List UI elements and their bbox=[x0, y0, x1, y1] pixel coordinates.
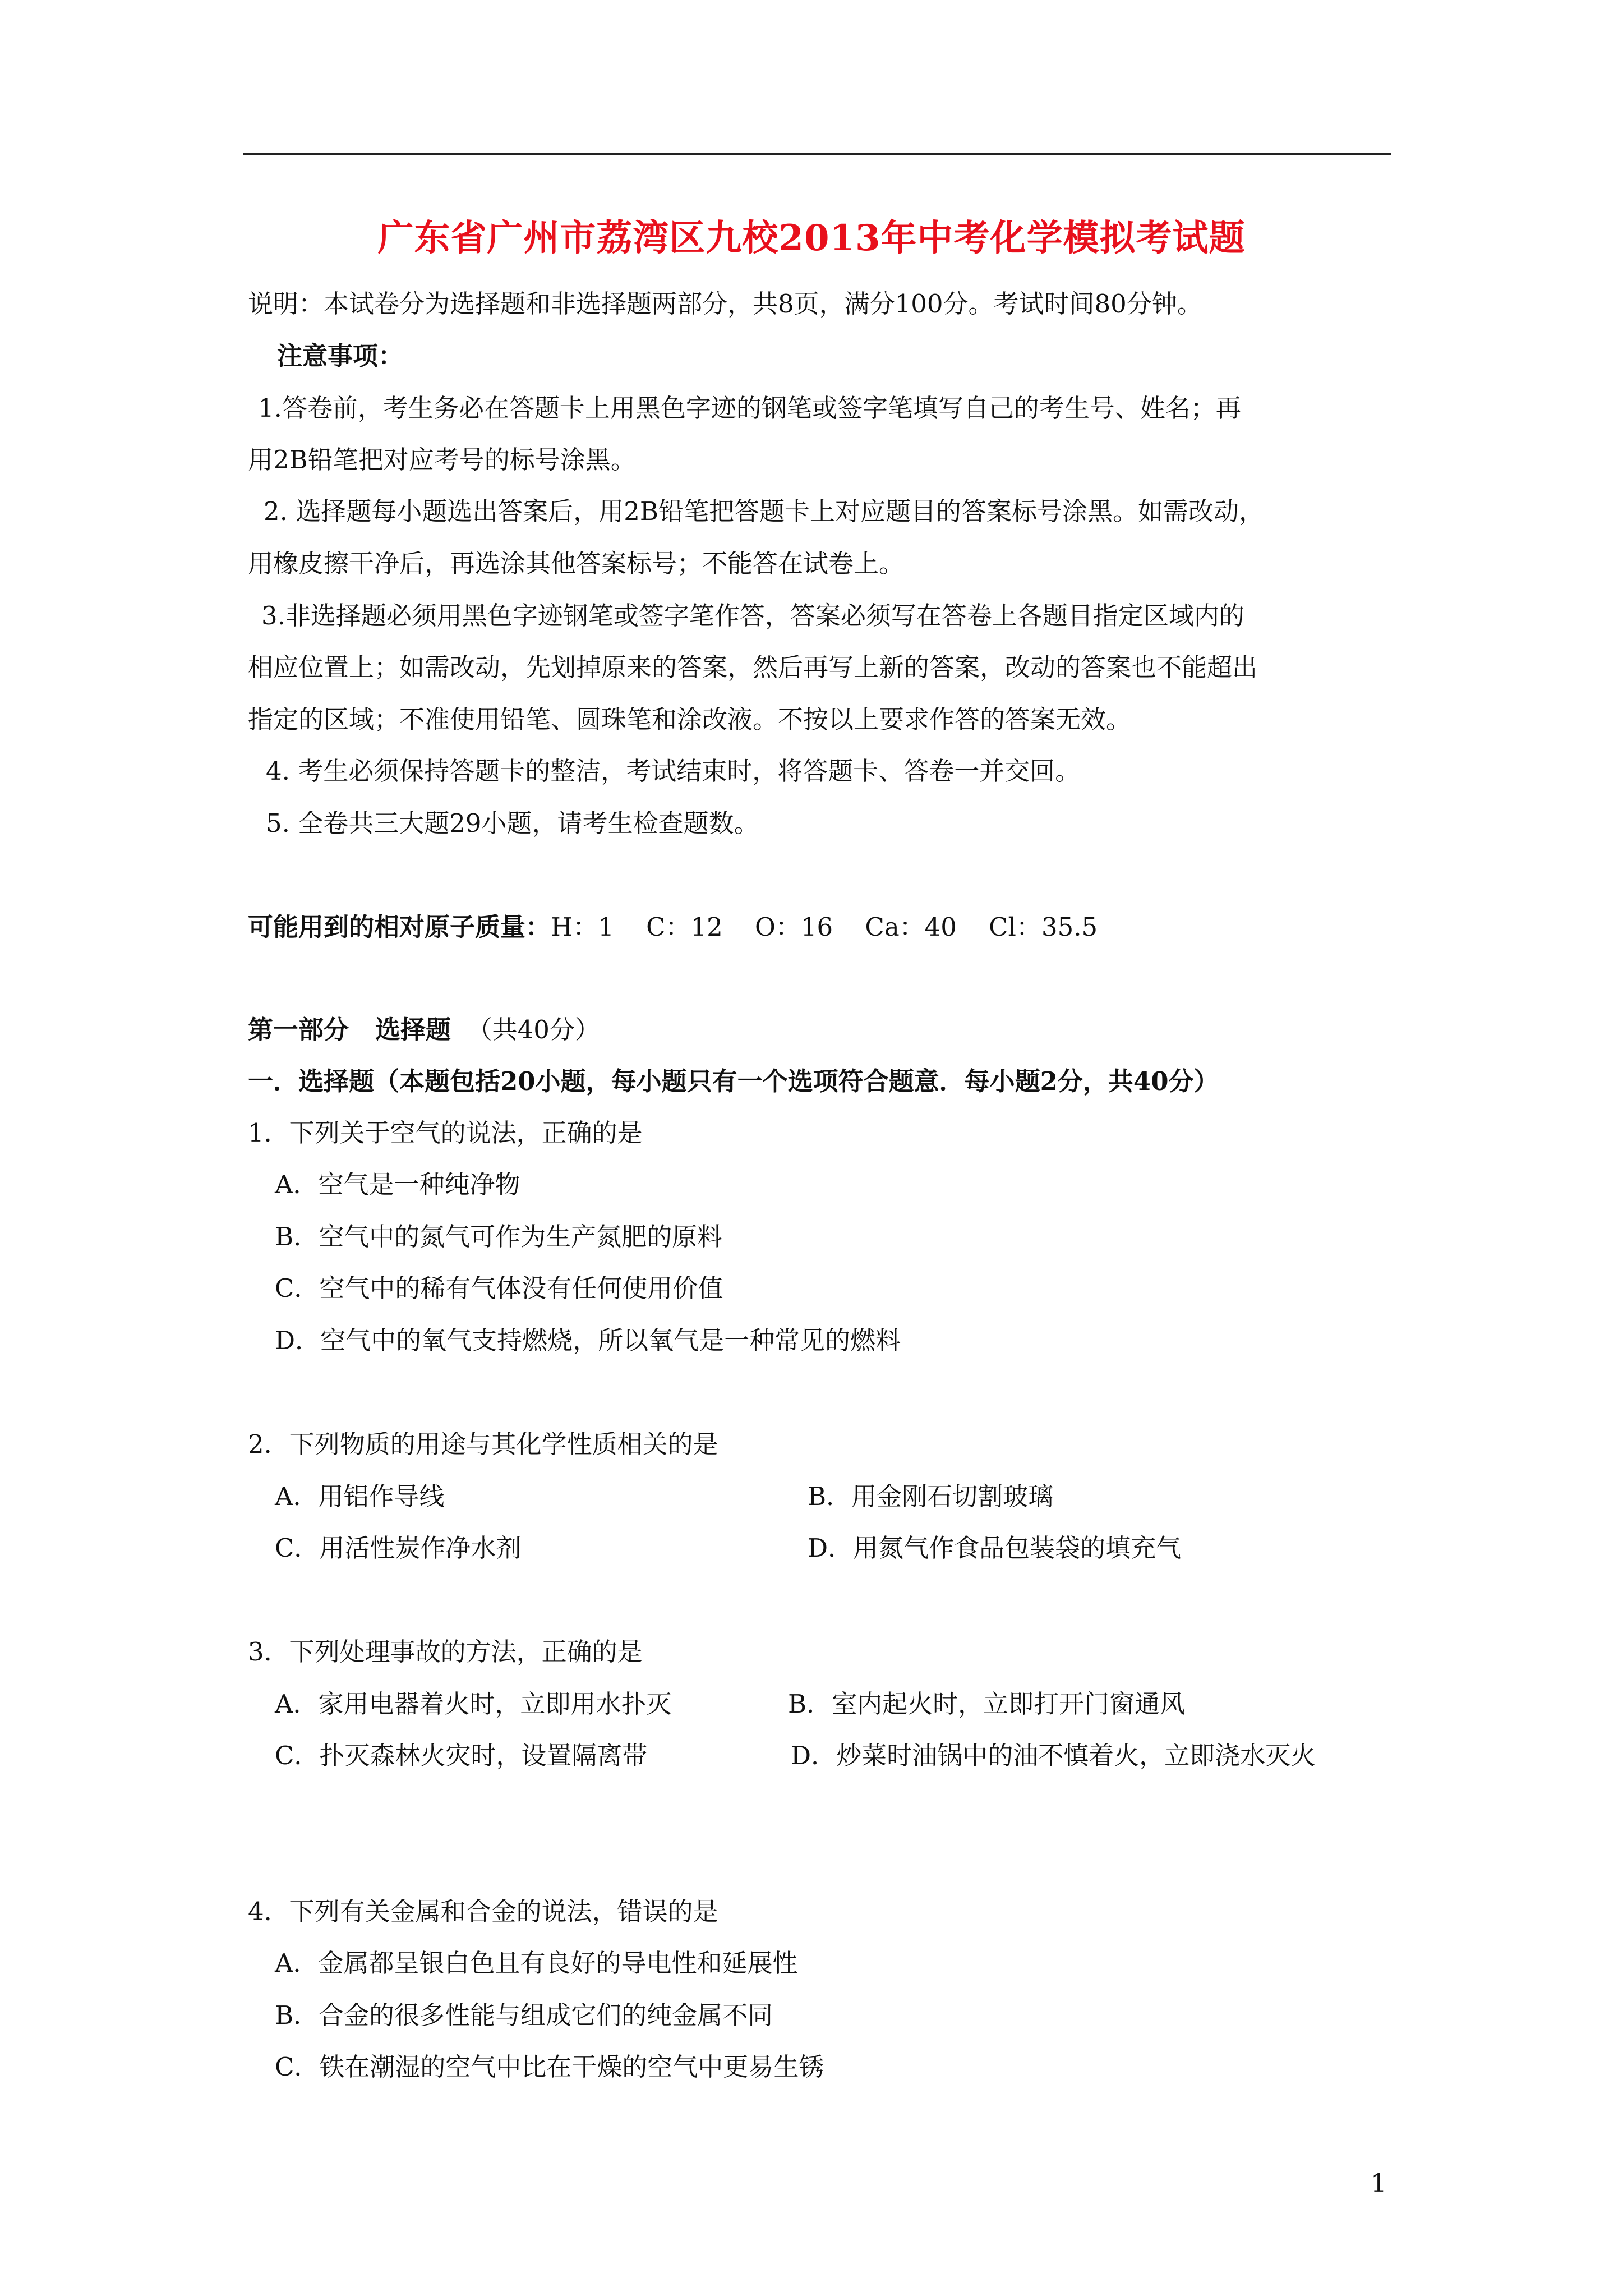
question-stem: 3．下列处理事故的方法，正确的是 bbox=[248, 1637, 643, 1667]
option-item: B．用金刚石切割玻璃 bbox=[808, 1481, 1054, 1511]
part-heading: 第一部分 选择题 bbox=[248, 1015, 451, 1045]
option-item: C．用活性炭作净水剂 bbox=[275, 1533, 522, 1563]
option-item: B．空气中的氮气可作为生产氮肥的原料 bbox=[275, 1222, 723, 1251]
question-stem: 4．下列有关金属和合金的说法，错误的是 bbox=[248, 1897, 718, 1926]
part-heading-row bbox=[248, 1013, 600, 1047]
option-item: C．铁在潮湿的空气中比在干燥的空气中更易生锈 bbox=[275, 2052, 824, 2082]
page-number: 1 bbox=[1371, 2168, 1387, 2198]
option-item: C．扑灭森林火灾时，设置隔离带 bbox=[275, 1741, 648, 1770]
question-stem: 2．下列物质的用途与其化学性质相关的是 bbox=[248, 1429, 718, 1459]
notice-line: 4. 考生必须保持答题卡的整洁，考试结束时，将答题卡、答卷一并交回。 bbox=[266, 756, 1081, 786]
atomic-mass-row bbox=[248, 910, 1098, 944]
notice-line: 用橡皮擦干净后，再选涂其他答案标号；不能答在试卷上。 bbox=[248, 549, 905, 578]
option-item: A．用铝作导线 bbox=[275, 1481, 445, 1511]
notice-line: 指定的区域；不准使用铅笔、圆珠笔和涂改液。不按以上要求作答的答案无效。 bbox=[248, 705, 1132, 734]
notice-line: 用2B铅笔把对应考号的标号涂黑。 bbox=[248, 445, 636, 475]
notice-line: 1.答卷前，考生务必在答题卡上用黑色字迹的钢笔或签字笔填写自己的考生号、姓名；再 bbox=[258, 393, 1241, 423]
document-title: 广东省广州市荔湾区九校2013年中考化学模拟考试题 bbox=[377, 217, 1246, 259]
intro-text: 说明：本试卷分为选择题和非选择题两部分，共8页，满分100分。考试时间80分钟。 bbox=[248, 289, 1202, 319]
notice-line: 2. 选择题每小题选出答案后，用2B铅笔把答题卡上对应题目的答案标号涂黑。如需改动， bbox=[264, 496, 1264, 526]
option-item: A．家用电器着火时，立即用水扑灭 bbox=[275, 1689, 672, 1719]
notice-line: 相应位置上；如需改动，先划掉原来的答案，然后再写上新的答案，改动的答案也不能超出 bbox=[248, 652, 1258, 682]
option-item: D．用氮气作食品包装袋的填充气 bbox=[808, 1533, 1182, 1563]
option-item: C．空气中的稀有气体没有任何使用价值 bbox=[275, 1273, 723, 1303]
notice-line: 5. 全卷共三大题29小题，请考生检查题数。 bbox=[266, 808, 759, 838]
notice-line: 3.非选择题必须用黑色字迹钢笔或签字笔作答，答案必须写在答卷上各题目指定区域内的 bbox=[261, 601, 1244, 631]
option-item: B．合金的很多性能与组成它们的纯金属不同 bbox=[275, 2000, 773, 2030]
question-stem: 1．下列关于空气的说法，正确的是 bbox=[248, 1118, 643, 1148]
header-rule bbox=[243, 153, 1391, 155]
option-item: B．室内起火时，立即打开门窗通风 bbox=[788, 1689, 1186, 1719]
section-heading: 一．选择题（本题包括20小题，每小题只有一个选项符合题意．每小题2分，共40分） bbox=[248, 1066, 1219, 1096]
atomic-mass-values: H：1 C：12 O：16 Ca：40 Cl：35.5 bbox=[551, 912, 1098, 942]
notice-heading: 注意事项： bbox=[277, 341, 404, 371]
option-item: A．金属都呈银白色且有良好的导电性和延展性 bbox=[275, 1948, 798, 1978]
part-points: （共40分） bbox=[467, 1015, 600, 1045]
option-item: D．炒菜时油锅中的油不慎着火，立即浇水灭火 bbox=[791, 1741, 1316, 1770]
option-item: D．空气中的氧气支持燃烧，所以氧气是一种常见的燃料 bbox=[275, 1326, 901, 1355]
option-item: A．空气是一种纯净物 bbox=[275, 1170, 520, 1199]
atomic-mass-label: 可能用到的相对原子质量： bbox=[248, 912, 551, 942]
